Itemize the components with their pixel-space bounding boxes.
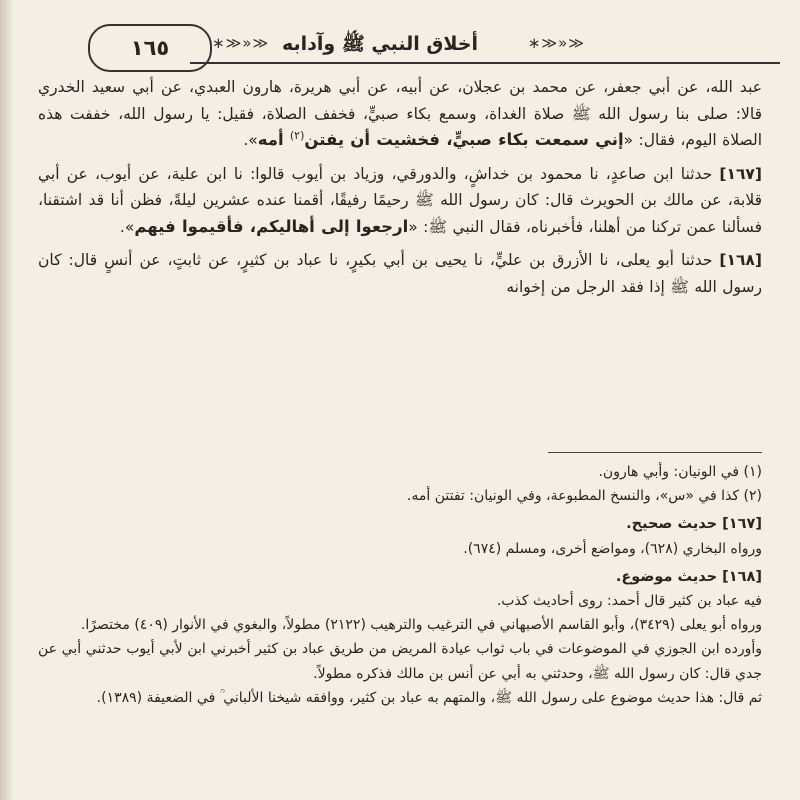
page-edge-shadow	[0, 0, 14, 800]
hadith-text: حدثنا أبو يعلى، نا الأزرق بن عليٍّ، نا يحيى بن أبي بكيرٍ، نا عباد بن كثيرٍ، عن ثابتٍ، عن أنسٍ قال: كان رسول الله ﷺ إذا فقد الرجل من إخوانه	[38, 251, 762, 296]
hadith-167	[38, 161, 762, 241]
hadith-quote: ارجعوا إلى أهاليكم، فأقيموا فيهم	[134, 216, 409, 236]
header-ornament-left: ≪«≪∗	[212, 34, 270, 52]
hadith-text: حدثنا ابن صاعدٍ، نا محمود بن خداشٍ، والدورقي، وزياد بن أيوب قالوا: نا ابن علية، عن أيوب، عن أبي قلابة، عن مالك بن الحويرث قال: كان رسول الله ﷺ رحيمًا رفيقًا، أقمنا عنده عشرين ليلةً، فظن أنا قد اشتقنا، فسألنا عمن تركنا من أهلنا، فأخبرناه، فقال النبي ﷺ: «	[38, 164, 762, 236]
grading-heading-168: [١٦٨] حديث موضوع.	[615, 568, 762, 585]
hadith-number: [١٦٧]	[719, 164, 762, 183]
hadith-text-end: ».	[119, 217, 135, 236]
running-title: أخلاق النبي ﷺ وآدابه	[281, 33, 479, 55]
paragraph-text: عبد الله، عن أبي جعفر، عن محمد بن عجلان، عن أبيه، عن أبي هريرة، هارون العبدي، عن أبي سعيد الخدري قالا: صلى بنا رسول الله ﷺ صلاة الغداة، وسمع بكاء صبيٍّ، فخفف الصلاة، فقيل: يا رسول الله، خففت هذه الصلاة اليوم، فقال: «	[38, 78, 762, 149]
page-number-badge	[88, 24, 212, 72]
grading-text-168-a: فيه عباد بن كثير قال أحمد: روى أحاديث كذب.	[496, 593, 762, 610]
hadith-number: [١٦٨]	[719, 251, 762, 269]
header-rule	[190, 62, 780, 64]
footnotes	[38, 460, 762, 710]
grading-heading-167: [١٦٧] حديث صحيح.	[626, 516, 762, 533]
page-number: ١٦٥	[130, 36, 170, 60]
grading-text-168-d: ثم قال: هذا حديث موضوع على رسول الله ﷺ، والمتهم به عباد بن كثير، ووافقه شيخنا الألباني ؒ في الضعيفة (١٣٨٩).	[96, 689, 762, 706]
hadith-quote-end: أمه	[257, 130, 290, 149]
grading-text-168-b: ورواه أبو يعلى (٣٤٢٩)، وأبو القاسم الأصبهاني في الترغيب والترهيب (٢١٢٢) مطولاً، والبغوي في الأنوار (٤٠٩) مختصرًا.	[80, 617, 762, 634]
footnote-marker: (٢)	[289, 128, 305, 142]
paragraph-text-end: ».	[243, 131, 258, 149]
footnote-1: (١) في الونيان: وأبي هارون.	[598, 464, 762, 480]
grading-text-168-c: وأورده ابن الجوزي في الموضوعات في باب ثواب عيادة المريض من طريق عباد بن كثير أخبرني ابن لأبي أيوب حدثني أبي عن جدي قال: كان رسول الله ﷺ، وحدثني به أبي عن أنس بن مالك فذكره مطولاً.	[38, 641, 762, 682]
paragraph-continuation	[38, 74, 762, 154]
grading-text-167: ورواه البخاري (٦٢٨)، ومواضع أخرى، ومسلم (٦٧٤).	[463, 540, 762, 557]
footnote-2: (٢) كذا في «س»، والنسخ المطبوعة، وفي الونيان: تفتتن أمه.	[406, 488, 762, 505]
page-header	[40, 18, 780, 74]
main-text	[38, 74, 762, 307]
footnote-separator	[548, 452, 762, 453]
hadith-168	[38, 247, 762, 300]
header-ornament-right: ≪«≪∗	[527, 34, 585, 52]
hadith-quote: إني سمعت بكاء صبيٍّ، فخشيت أن يفتن	[304, 130, 624, 149]
